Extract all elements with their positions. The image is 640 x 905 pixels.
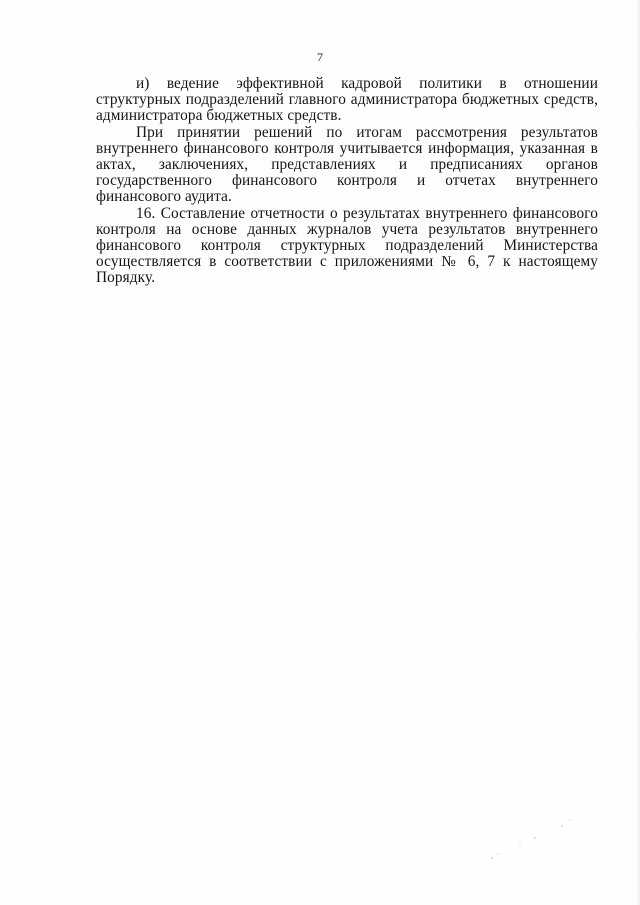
paragraph-decision-making: При принятии решений по итогам рассмотрения результатов внутреннего финансового контроля учитывается информация, указанная в актах, заключениях, представлениях и предписаниях органов государственного финансового контроля и отчетах внутреннего финансового аудита. xyxy=(96,123,598,206)
scan-edge-shadow xyxy=(636,0,640,905)
paragraph-item-i: и) ведение эффективной кадровой политики в отношении структурных подразделений главного администратора бюджетных средств, администратора бюджетных средств. xyxy=(96,75,598,125)
page-number: 7 xyxy=(317,50,323,64)
scan-noise-specks xyxy=(480,810,580,870)
document-body xyxy=(96,76,598,287)
paragraph-16-reporting: 16. Составление отчетности о результатах внутреннего финансового контроля на основе данных журналов учета результатов внутреннего финансового контроля структурных подразделений Министерства осуществляется в соответствии с приложениями № 6, 7 к настоящему Порядку. xyxy=(96,204,598,287)
